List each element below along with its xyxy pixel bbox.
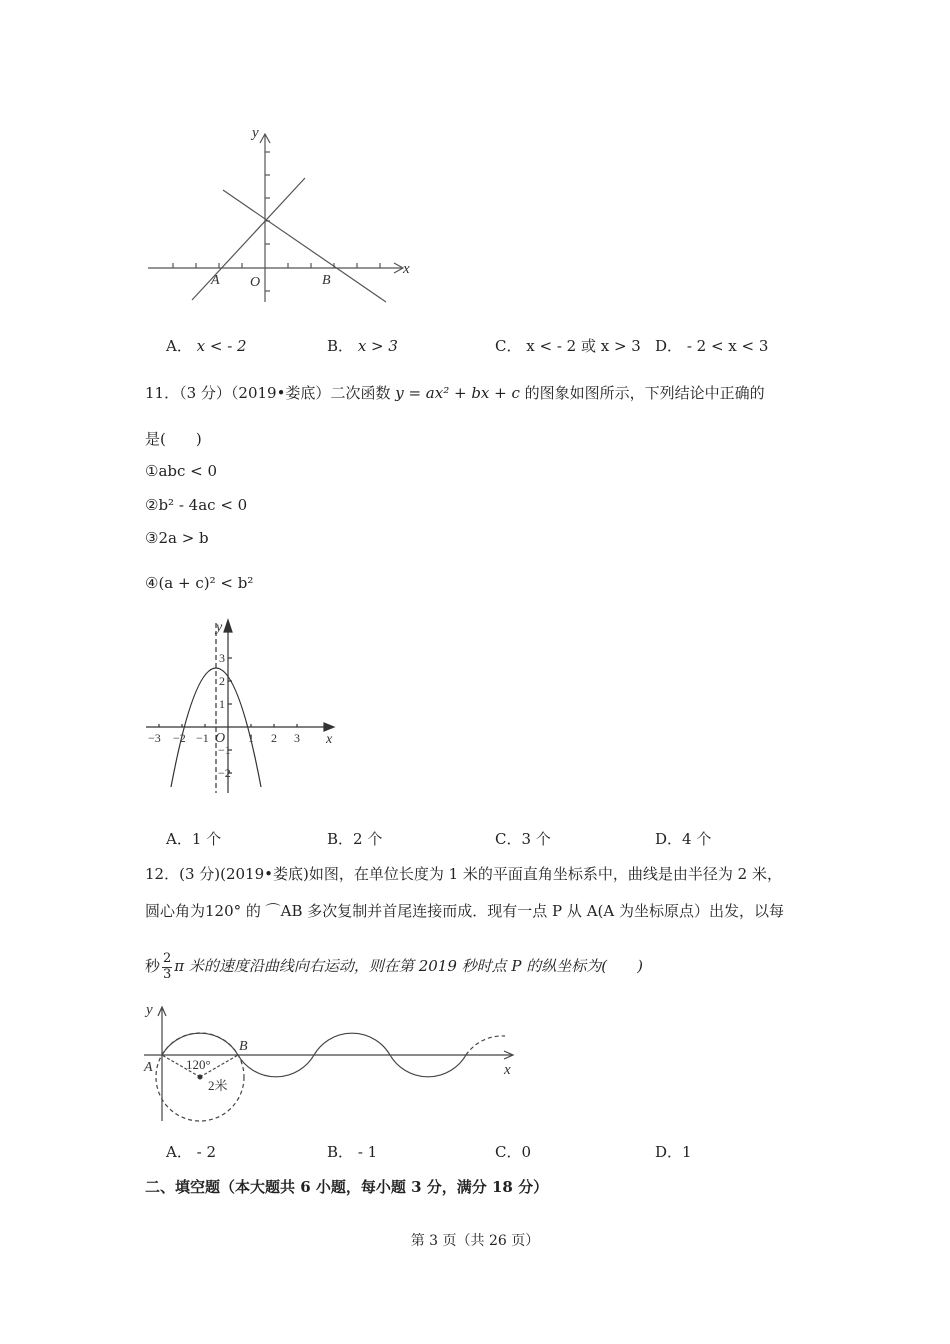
x-label: x — [504, 1062, 511, 1078]
arc-ab — [162, 1033, 238, 1055]
point-b-label: B — [322, 273, 331, 288]
option-text: x < - 2 或 x > 3 — [526, 337, 641, 355]
q10-figure — [140, 120, 430, 310]
origin-label: O — [215, 731, 226, 746]
q11-stem-line2: 是( ) — [145, 430, 202, 448]
x-tick: −2 — [173, 731, 186, 745]
y-label: y — [146, 1002, 153, 1018]
y-tick: 2 — [219, 674, 225, 688]
y-axis-arrow — [224, 620, 232, 632]
q12-option-b[interactable] — [327, 1141, 377, 1162]
q11-statement-2: ②b² - 4ac < 0 — [145, 496, 248, 514]
option-letter: B． — [327, 337, 354, 355]
q11-statement-4: ④(a + c)² < b² — [145, 574, 254, 592]
x-label: x — [326, 732, 333, 747]
y-label: y — [252, 125, 259, 141]
option-text: x > 3 — [357, 337, 398, 355]
point-a-label: A — [211, 273, 220, 288]
q10-option-d[interactable] — [655, 335, 768, 356]
q11-figure — [140, 615, 350, 800]
q11-option-c[interactable]: C．3 个 — [495, 830, 551, 848]
y-tick: −2 — [218, 766, 231, 780]
option-letter: A． — [166, 337, 192, 355]
q11-option-d[interactable]: D．4 个 — [655, 830, 712, 848]
circle-center-dot — [198, 1075, 203, 1080]
x-tick: 2 — [271, 731, 277, 745]
x-tick: −3 — [148, 731, 161, 745]
point-b-label: B — [239, 1039, 248, 1054]
q11-formula: y = ax² + bx + c — [395, 384, 520, 402]
y-tick: 3 — [219, 651, 225, 665]
y-tick: 1 — [219, 697, 225, 711]
option-text: x < - 2 — [196, 337, 247, 355]
section-heading-fill-in: 二、填空题（本大题共 6 小题，每小题 3 分，满分 18 分） — [145, 1178, 549, 1196]
q11-option-a[interactable]: A．1 个 — [166, 830, 222, 848]
x-tick: 1 — [248, 731, 254, 745]
option-letter: D． — [655, 337, 683, 355]
q11-statement-1: ①abc < 0 — [145, 462, 218, 480]
option-letter: A． — [166, 1143, 192, 1161]
point-a-label: A — [144, 1060, 153, 1075]
option-letter: B． — [327, 1143, 354, 1161]
origin-label: O — [250, 275, 261, 290]
arc-2 — [238, 1055, 314, 1077]
q12-option-c[interactable]: C．0 — [495, 1143, 532, 1161]
arc-3 — [314, 1033, 390, 1055]
q12-stem-line3: 秒 $\frac{2}{3}$ π 米的速度沿曲线向右运动，则在第 2019 秒时点 P 的纵坐标为( ) — [145, 951, 643, 982]
radius-label: 2米 — [208, 1078, 228, 1093]
q10-option-b[interactable] — [327, 335, 398, 356]
q12-option-a[interactable] — [166, 1141, 216, 1162]
q12-option-d[interactable]: D．1 — [655, 1143, 692, 1161]
q12-stem-line2: 圆心角为120° 的 ⌒AB 多次复制并首尾连接而成．现有一点 P 从 A(A 为坐标原点）出发，以每 — [145, 902, 784, 920]
option-text: - 1 — [357, 1143, 378, 1161]
q10-option-c[interactable] — [495, 335, 641, 356]
page-footer: 第 3 页（共 26 页） — [410, 1233, 540, 1249]
x-axis-arrow — [324, 723, 334, 731]
angle-label: 120° — [186, 1057, 211, 1072]
fraction-two-thirds: $\frac{2}{3}$ — [163, 951, 172, 982]
line-through-a — [192, 178, 305, 300]
q11-statement-3: ③2a > b — [145, 529, 209, 547]
arc-continuation — [466, 1036, 505, 1055]
option-letter: C． — [495, 337, 522, 355]
q11-stem-line1: 11．（3 分）（2019•娄底）二次函数 y = ax² + bx + c 的图象如图所示，下列结论中正确的 — [145, 384, 765, 402]
x-tick: 3 — [294, 731, 300, 745]
x-tick: −1 — [196, 731, 209, 745]
y-tick: −1 — [218, 743, 231, 757]
q12-figure — [140, 996, 530, 1126]
y-label: y — [216, 620, 223, 635]
option-text: - 2 < x < 3 — [686, 337, 769, 355]
option-text: - 2 — [196, 1143, 217, 1161]
q12-stem-line1: 12．(3 分)(2019•娄底)如图，在单位长度为 1 米的平面直角坐标系中，曲线是由半径为 2 米， — [145, 865, 782, 883]
q10-option-a[interactable] — [166, 335, 247, 356]
q11-option-b[interactable]: B．2 个 — [327, 830, 383, 848]
arc-4 — [390, 1055, 466, 1077]
line-through-b — [223, 190, 386, 302]
x-label: x — [403, 261, 410, 277]
